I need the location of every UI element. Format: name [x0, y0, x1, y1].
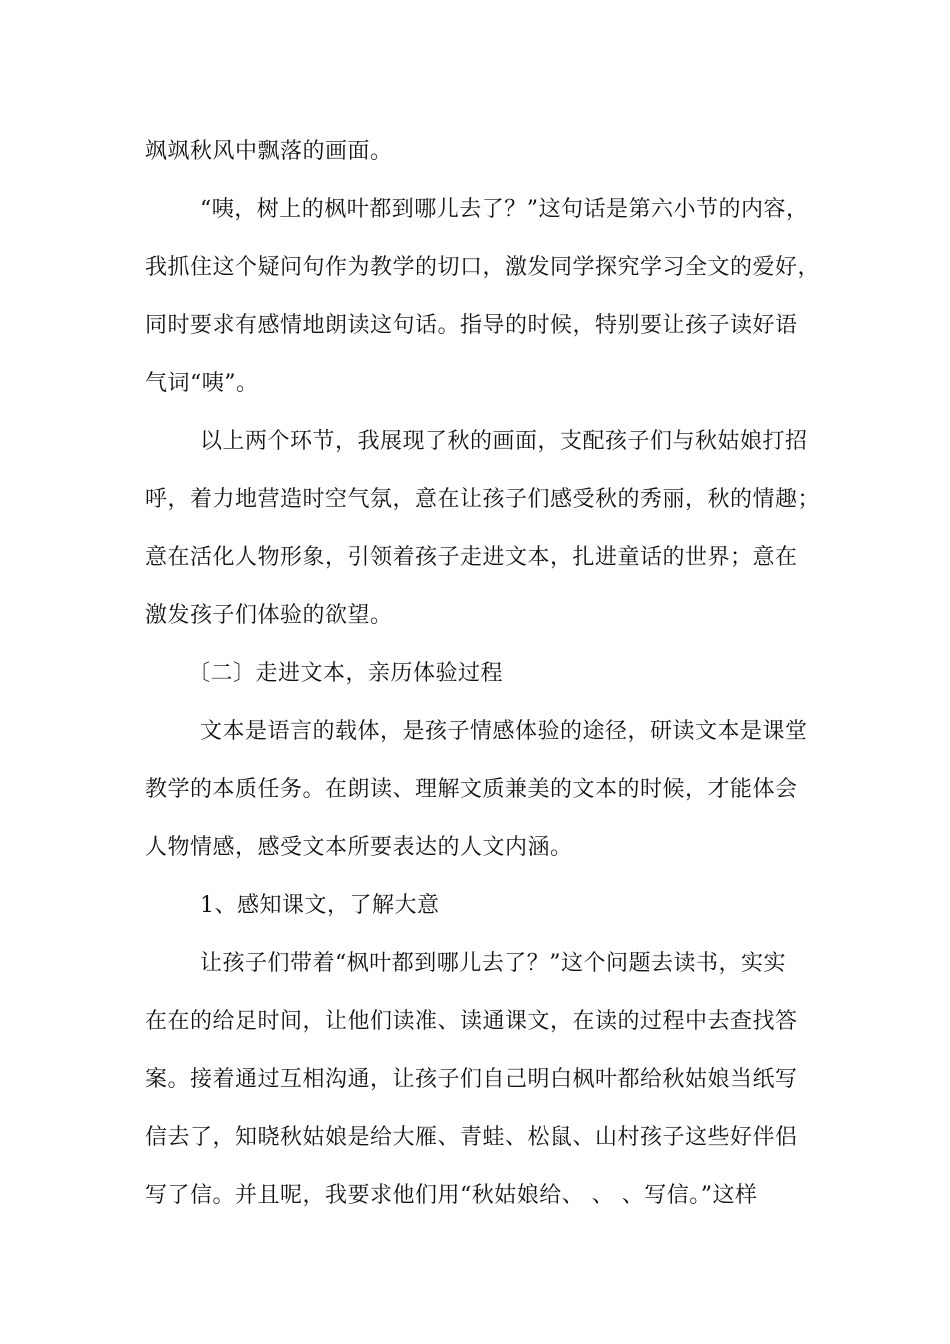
- text-line: 让孩子们带着“枫叶都到哪儿去了？”这个问题去读书，实实: [200, 951, 786, 976]
- text-line: 激发孩子们体验的欲望。: [145, 603, 393, 628]
- text-line: 我抓住这个疑问句作为教学的切口，激发同学探究学习全文的爱好，: [145, 255, 821, 280]
- text-line: 气词“咦”。: [145, 371, 259, 396]
- text-line: 飒飒秋风中飘落的画面。: [145, 139, 393, 164]
- text-line: 案。接着通过互相沟通，让孩子们自己明白枫叶都给秋姑娘当纸写: [145, 1067, 798, 1092]
- text-line: 同时要求有感情地朗读这句话。指导的时候，特别要让孩子读好语: [145, 313, 798, 338]
- text-line: 教学的本质任务。在朗读、理解文质兼美的文本的时候，才能体会: [145, 777, 798, 802]
- text-line: 意在活化人物形象，引领着孩子走进文本，扎进童话的世界；意在: [145, 545, 798, 570]
- section-heading: 〔二〕走进文本，亲历体验过程: [188, 661, 504, 686]
- text-line: 呼，着力地营造时空气氛，意在让孩子们感受秋的秀丽，秋的情趣；: [145, 487, 821, 512]
- text-line: 写了信。并且呢，我要求他们用“秋姑娘给、 、 、写信。”这样: [145, 1183, 758, 1208]
- subsection-heading: 1、感知课文，了解大意: [200, 893, 440, 918]
- text-line: 文本是语言的载体，是孩子情感体验的途径，研读文本是课堂: [200, 719, 808, 744]
- text-line: 在在的给足时间，让他们读准、读通课文，在读的过程中去查找答: [145, 1009, 798, 1034]
- text-line: 信去了，知晓秋姑娘是给大雁、青蛙、松鼠、山村孩子这些好伴侣: [145, 1125, 798, 1150]
- text-line: 人物情感，感受文本所要表达的人文内涵。: [145, 835, 573, 860]
- text-line: “咦，树上的枫叶都到哪儿去了？”这句话是第六小节的内容，: [200, 197, 809, 222]
- text-line: 以上两个环节，我展现了秋的画面，支配孩子们与秋姑娘打招: [200, 429, 808, 454]
